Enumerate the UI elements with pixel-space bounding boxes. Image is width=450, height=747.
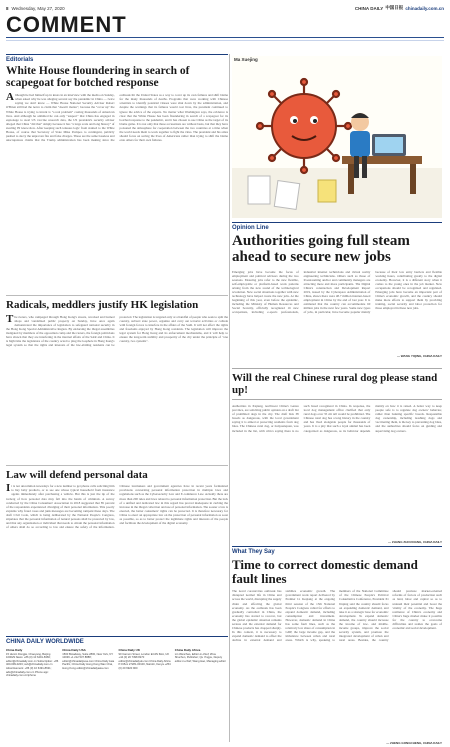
office-details: Lin Wenchao, Editor-in-chief; Zhou Shuchun, Publisher; Qu Yingpu, Deputy editor-in-chief; Wang Hao, Managing editor xyxy=(174,652,226,663)
what-they-say-body: The novel coronavirus outbreak has disrupted normal life in China and across the world, disrupting the supply chain and affecting the global economy. As the outbreak has been gradually controlled in China, the economy has started to recover, but the global epidemic situation remains serious and the external demand for Chinese products has dropped sharply. In this context, it is necessary to expand domestic demand to offset the decline in external demand and stabilize economic growth. The government work report delivered by Premier Li Keqiang at the ongoing third session of the 13th National People's Congress called for efforts to expand domestic demand, including consumption and investment. However, domestic demand in China has some fault lines, such as the relatively low share of consumption in GDP, the large income gap, and the imbalance between urban and rural areas. Which is why, speaking to members of the National Committee of the Chinese People's Political Consultative Conference, President Xi Jinping said the country should focus on expanding domestic demand, and take it as a strategic base for economic development. To expand domestic demand, the country should increase the income of low- and middle-income groups, improve the social security system, and promote the integrated development of urban and rural areas. Besides, the country should promote market-oriented reforms of factors of production such as land, labor and capital so as to unleash their potential and boost the vitality of the economy. The huge resilience of China's economy and China's huge market make it possible for the country to overcome difficulties and realize the goals of economic and social development. xyxy=(232,589,442,643)
opinion-line-section xyxy=(232,222,442,366)
paper-name-chinese: 中国日报 xyxy=(385,5,404,10)
office-block xyxy=(62,649,115,678)
editorial-body: The rioters, who rampaged through Hong Kong's streets, wrecked and burned shops and vandalized public property on Sunday, have once again demonstrated the importance of legislation to safeguard national security in the Hong Kong Special Administrative Region. By endorsing the illegal assemblies instigated by members of the opposition camp and the rioters, the foreign politicians have shown that they are interfering in the internal affairs of the SAR and China. It is high time the legislature of the country acted to plug the loophole in Hong Kong's legal system so that the rights and interests of the law-abiding residents can be protected. The legislation is targeted only at a handful of people who seek to split the country, subvert state power, organize and carry out terrorist activities or collude with foreign forces to interfere in the affairs of the SAR. It will not affect the rights and freedoms enjoyed by Hong Kong residents. The legislation will improve the legal system for Hong Kong and its enforcement mechanisms, and it will help to ensure the long-term stability and prosperity of the city under the principle of "one country, two systems". xyxy=(6,312,228,348)
editorial-article xyxy=(6,295,228,461)
what-they-say-headline[interactable]: Time to correct domestic demand fault lines xyxy=(232,557,418,586)
footer-title: CHINA DAILY WORLDWIDE xyxy=(6,636,228,645)
editorials-column xyxy=(6,54,228,632)
office-name: China Daily xyxy=(6,648,23,652)
office-details: 90 Cannon Street, London EC4N 6HA, UK +44 (0) 20 7398 8270 editor@chinadailyuk.com China Daily Africa P.O.Box 27281-00100, Nairobi, Kenya +254 (0) 20 6920 900 xyxy=(118,652,171,670)
office-block xyxy=(6,649,59,678)
editorial-headline[interactable]: Radicals, meddlers justify HK legislation xyxy=(6,299,199,312)
office-details: 15 Huixin Dongjie, Chaoyang, Beijing 100029 News: +86 (0) 10 6491-8366; editor@chinadaily.com.cn Subscription: +86 400-699-0203; sub@chinadaily.com.cn Advertisement: +86 (0) 10 6491-8631; ads@chinadaily.com.cn Phone app: chinadaily.com.cn/iphone xyxy=(6,652,59,678)
paper-domain[interactable]: chinadaily.com.cn xyxy=(405,5,444,11)
column-divider xyxy=(229,54,230,742)
issue-date: Wednesday, May 27, 2020 xyxy=(11,5,65,11)
rural-dog-signature: — ZHANG ZHOUXIANG, CHINA DAILY xyxy=(388,540,442,544)
opinion-signature: — WANG YIQING, CHINA DAILY xyxy=(396,353,442,358)
editorial-headline[interactable]: White House floundering in search of scapegoat for botched response xyxy=(6,65,190,90)
office-name: China Daily Africa xyxy=(174,648,201,652)
office-name: China Daily UK xyxy=(118,648,141,652)
cartoon-virus-office-icon xyxy=(232,56,442,218)
what-they-say-signature: — ZHENG GONGCHENG, CHINA DAILY xyxy=(386,741,442,746)
section-masthead xyxy=(6,12,444,38)
rural-dog-headline[interactable]: Will the real Chinese rural dog please stand up! xyxy=(232,368,442,400)
editorial-body: It is not uncommon nowadays for a new number to get phone calls soliciting him to buy baby products, or to see one whose typical household from insurance agents immediately after purchasing a vehicle. But this is just the tip of the iceberg of how personal data may fall into the hands of criminals. A survey conducted by the China Consumers' Association in 2018 suggested that 85 percent of the respondents experienced divulging of their personal information. This poorly explains why fraud cases and junk messages are becoming rampant these days. The draft Civil Code, which is being deliberated by the National People's Congress, stipulates that the personal information of natural persons shall be protected by law, and that any organization or individual that needs to obtain the personal information of others shall do so according to law and ensure the safety of the information. Chinese lawmakers and government agencies have in recent years formulated provisions concerning personal information protection in multiple laws and regulations such as the Cybersecurity Law and E-commerce Law. Actually there are more than 200 rules and laws related to personal information protection. But the lack of a unified and dedicated law in this regard has proved inadequate in curbing the increase in the illegal collection and use of personal information. The sooner a law is enacted, the better consumers' rights can be protected. It is therefore necessary for China to enact an appropriate law on the protection of personal information as soon as possible, so as to better protect the legitimate rights and interests of the people and facilitate the development of the digital economy. xyxy=(6,482,228,530)
page-header xyxy=(6,4,444,12)
masthead-rule xyxy=(6,40,444,41)
cartoon-illustration xyxy=(232,56,442,218)
office-block xyxy=(175,649,228,678)
paper-name: CHINA DAILY xyxy=(354,5,384,11)
rural-dog-section xyxy=(232,368,442,542)
editorial-headline[interactable]: Law will defend personal data xyxy=(6,468,148,481)
illustration-credit: Ma Xuejing xyxy=(234,57,258,62)
office-name: China Daily USA xyxy=(62,648,86,652)
opinion-line-label: Opinion Line xyxy=(232,222,442,231)
office-details: 1500 Broadway, Suite 2800, New York, NY 10036 +1 212 537 8888; editor@chinadailyusa.com China Daily Asia Pacific, China Daily Hong Kong Wan Chai, Hong Kong editor@chinadailyasia.com xyxy=(62,652,115,670)
office-block xyxy=(119,649,172,678)
editorials-label: Editorials xyxy=(6,54,228,63)
section-title: COMMENT xyxy=(6,12,127,37)
editorial-article xyxy=(6,465,228,645)
opinion-headline[interactable]: Authorities going full steam ahead to secure new jobs xyxy=(232,233,410,265)
editorial-article xyxy=(6,65,228,291)
what-they-say-section xyxy=(232,546,442,746)
page-number: 8 xyxy=(6,5,9,11)
opinion-body: Emerging jobs have become the focus of employment and political advisors during the two sessions. Ensuring jobs refer to the new flexible, self-employable or platform-based work patterns arising from the new round of the technological revolution. New social situations together with new technology have helped create the new jobs. At the beginning of this year, even before the epidemic, including the Ministry of Human Resources and Social Security, officially recognized 16 new occupations, including e-sports professionals, industrial internet technicians and virtual reality engineering technicians. Others such as those of livestreaming anchor and community managers are attracting more and more participants. The Digital China's construction and Development Report 2019, issued by the Cyberspace Administration of China, shows there were 48.7 million internet-based employment in China by the end of last year. It is estimated that the country can accommodate 60 million jobs in the next few years. Some new types of jobs, in particular, have become popular mainly because of their low entry barriers and flexible working hours, contributing greatly to the digital economy. However, it is a different story when it comes to the young ones in the job market. New occupations should be recognized and regulated. Emerging jobs have become an important part of China's economic growth, and the country should make more efforts to support them by providing training, social security and labor protection for those employed in these new jobs. xyxy=(232,269,442,315)
what-they-say-label: What They Say xyxy=(232,546,442,555)
editorial-body: Although he lied himself up in knots in an interview with the media on Sunday, when asked why he was alleging several say the pandemic in China — twice saying we don't know — White House National Security Adviser Robert O'Brien still had the nerve to claim that "doesn't matter", because the "cover up" the White House is trying to invent is "a real problem" costing thousands of American lives. And although he admitted he can only "suspect" that China has engaged in espionage to steal US vaccine research data, the US president's security adviser alleged that China "did that" simply because it has "a large scale and long history" of stealing IN know-how. After keeping such tenuous logic from stained to the White House, of course that Secretary of State Mike Pompeo to contingent, publicly pushed to decry the unproven fire and false charges. These are the same baseless and unscrupulous claims that the Trump administration has been making since the outbreak hit the United States as a way to cover up its own failures and shift blame for the many thousands of deaths. Programs that were working with Chinese scientists to identify potential viruses were shut down by the administration, and despite the warnings that its failures would cost lives, the president continued to ignore the advice of the experts. No matter what Washington says, the evidence is clear that the White House has been floundering in search of a scapegoat for its botched response to the pandemic, and it has chosen to use China as the target of its blame game. It is not only that these accusations are without basis, but that they have poisoned the atmosphere for cooperation between the two countries at a time when the world needs them to work together to fight the virus. The president and his aides should focus on saving the lives of Americans rather than trying to shift the blame onto others for their own failures. xyxy=(6,91,228,143)
contact-footer xyxy=(6,636,228,742)
rural-dog-body: Authorities in Xiqiang, northwest China's Gansu province, are soliciting public opinion on a draft list of prohibited dogs in the city. The draft lists 38 breeds as dangerous, with the local government saying it is aimed at protecting residents from dog bites. The Chinese rural dog, or tianyuanquan, was included in the list, with critics saying there is no such breed recognized in China. In response, the local dog management office clarified that only rural dogs over 35 cm tall would be prohibited. The Chinese rural dog has a long history in the country and has lived alongside people for thousands of years. It is a pity that such a loyal animal has been categorized as dangerous, as its behavior depends mainly on how it is raised. A better way to keep people safe is to regulate dog owners' behavior, rather than banning specific breeds. Responsible dog ownership, including leashing dogs and vaccinating them, is the key to preventing dog bites, and the authorities should focus on guiding and supervising dog owners. xyxy=(232,404,442,433)
